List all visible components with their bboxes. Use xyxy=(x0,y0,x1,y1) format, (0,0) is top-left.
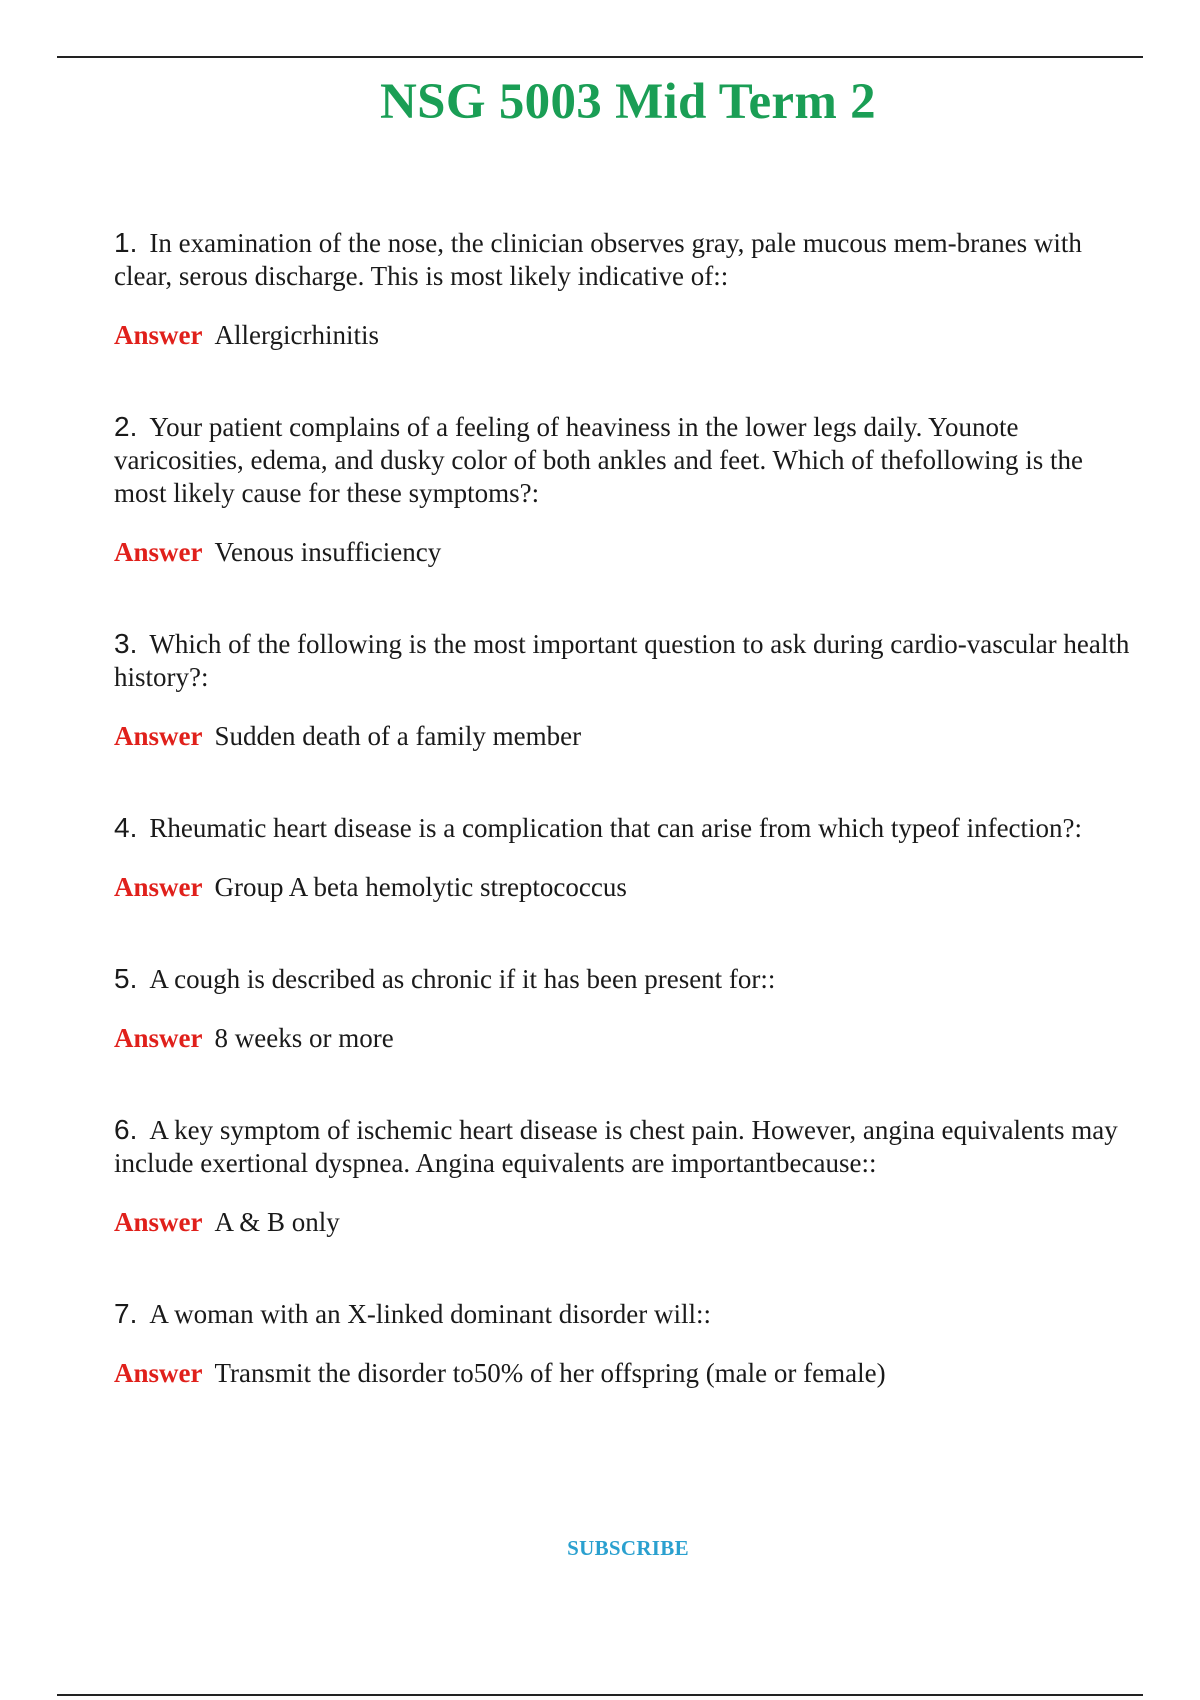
answer-label: Answer xyxy=(114,872,203,902)
question-3 xyxy=(114,627,1134,694)
question-number: 5. xyxy=(114,963,138,994)
question-item-2 xyxy=(114,410,1134,569)
question-item-6 xyxy=(114,1113,1134,1239)
question-text: Rheumatic heart disease is a complication that can arise from which typeof infection?: xyxy=(149,813,1083,843)
answer-row-3 xyxy=(114,720,1134,753)
question-text: Which of the following is the most important question to ask during cardio-vascular health history?: xyxy=(114,629,1130,692)
answer-row-7 xyxy=(114,1357,1134,1390)
question-number: 6. xyxy=(114,1114,138,1145)
question-2 xyxy=(114,410,1134,510)
question-number: 4. xyxy=(114,812,138,843)
question-5 xyxy=(114,962,1134,996)
answer-label: Answer xyxy=(114,1207,203,1237)
question-text: A cough is described as chronic if it has been present for:: xyxy=(149,964,776,994)
answer-row-6 xyxy=(114,1206,1134,1239)
answer-text: A & B only xyxy=(214,1207,340,1237)
question-number: 1. xyxy=(114,227,138,258)
question-item-5 xyxy=(114,962,1134,1055)
question-text: In examination of the nose, the clinician observes gray, pale mucous mem-branes with clear, serous discharge. This is most likely indicative of:: xyxy=(114,228,1082,291)
question-6 xyxy=(114,1113,1134,1180)
answer-label: Answer xyxy=(114,320,203,350)
answer-label: Answer xyxy=(114,537,203,567)
answer-text: Transmit the disorder to50% of her offspring (male or female) xyxy=(214,1358,886,1388)
question-4 xyxy=(114,811,1134,845)
question-list xyxy=(114,226,1134,1448)
question-item-4 xyxy=(114,811,1134,904)
answer-row-4 xyxy=(114,871,1134,904)
answer-text: Venous insufficiency xyxy=(214,537,442,567)
answer-label: Answer xyxy=(114,721,203,751)
answer-label: Answer xyxy=(114,1023,203,1053)
question-item-7 xyxy=(114,1297,1134,1390)
question-1 xyxy=(114,226,1134,293)
question-text: A woman with an X-linked dominant disorder will:: xyxy=(149,1299,712,1329)
question-7 xyxy=(114,1297,1134,1331)
question-item-3 xyxy=(114,627,1134,753)
top-divider xyxy=(57,56,1143,58)
answer-text: Allergicrhinitis xyxy=(214,320,379,350)
answer-row-2 xyxy=(114,536,1134,569)
answer-text: 8 weeks or more xyxy=(214,1023,394,1053)
question-text: Your patient complains of a feeling of heaviness in the lower legs daily. Younote varicosities, edema, and dusky color of both ankles and feet. Which of thefollowing is the most likely cause for these symptoms?: xyxy=(114,412,1083,508)
question-number: 7. xyxy=(114,1298,138,1329)
answer-row-1 xyxy=(114,319,1134,352)
document-title: NSG 5003 Mid Term 2 xyxy=(380,74,876,130)
question-number: 3. xyxy=(114,628,138,659)
subscribe-link[interactable]: SUBSCRIBE xyxy=(567,1536,689,1560)
question-item-1 xyxy=(114,226,1134,352)
answer-text: Group A beta hemolytic streptococcus xyxy=(214,872,627,902)
bottom-divider xyxy=(57,1694,1143,1696)
question-text: A key symptom of ischemic heart disease is chest pain. However, angina equivalents may include exertional dyspnea. Angina equivalents are importantbecause:: xyxy=(114,1115,1118,1178)
answer-text: Sudden death of a family member xyxy=(214,721,582,751)
answer-label: Answer xyxy=(114,1358,203,1388)
answer-row-5 xyxy=(114,1022,1134,1055)
question-number: 2. xyxy=(114,411,138,442)
